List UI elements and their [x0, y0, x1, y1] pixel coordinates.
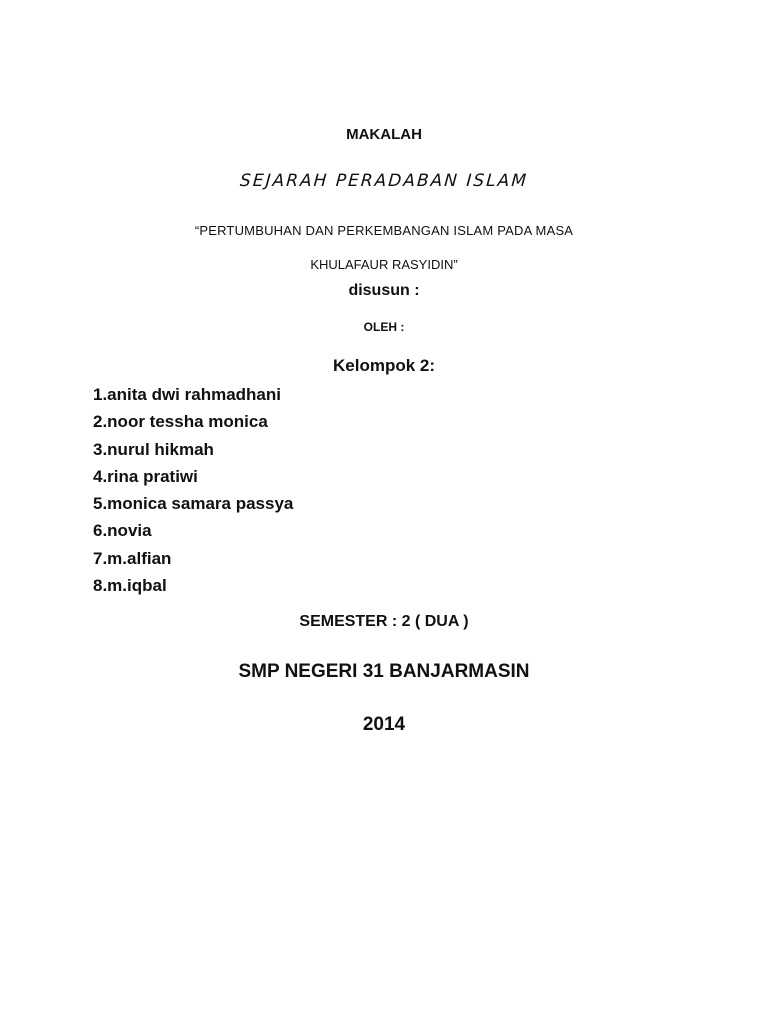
topic-line-1: “PERTUMBUHAN DAN PERKEMBANGAN ISLAM PADA MASA: [194, 223, 574, 238]
topic-line-2: KHULAFAUR RASYIDIN”: [310, 257, 458, 272]
list-item: 6.novia: [93, 521, 152, 541]
list-item: 5.monica samara passya: [93, 494, 294, 514]
year-label: 2014: [362, 714, 406, 735]
compiled-label: disusun :: [348, 282, 420, 299]
list-item: 3.nurul hikmah: [93, 439, 214, 459]
list-item: 4.rina pratiwi: [93, 466, 198, 486]
list-item: 2.noor tessha monica: [93, 412, 268, 432]
semester-label: SEMESTER : 2 ( DUA ): [299, 613, 469, 630]
subject-title: SEJARAH PERADABAN ISLAM: [239, 171, 529, 191]
document-heading: MAKALAH: [346, 126, 422, 143]
by-label: OLEH :: [363, 320, 405, 334]
list-item: 7.m.alfian: [93, 548, 172, 568]
group-label: Kelompok 2:: [332, 356, 436, 375]
member-list: [93, 381, 293, 599]
list-item: 1.anita dwi rahmadhani: [93, 385, 281, 404]
school-name: SMP NEGERI 31 BANJARMASIN: [238, 661, 530, 682]
list-item: 8.m.iqbal: [93, 576, 167, 596]
